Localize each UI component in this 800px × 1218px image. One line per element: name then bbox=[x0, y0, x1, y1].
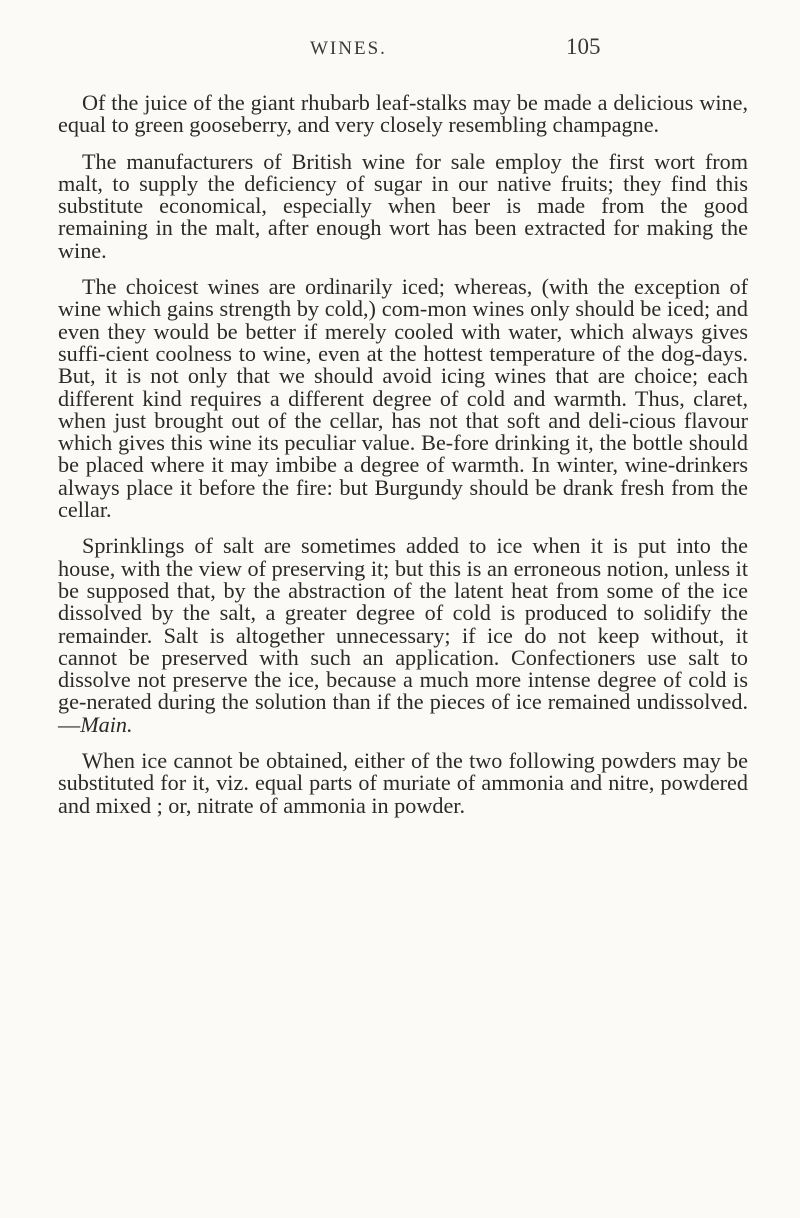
running-head bbox=[58, 0, 748, 70]
attribution: Main. bbox=[80, 711, 133, 737]
page-number: 105 bbox=[566, 34, 601, 59]
paragraph-icing-wines: The choicest wines are ordinarily iced; whereas, (with the exception of wine which gains strength by cold,) com-mon wines only should be iced; and even they would be better if merely cooled with water, which always gives suffi-cient coolness to wine, even at the hottest temperature of the dog-days. But, it is not only that we should avoid icing wines that are choice; each different kind requires a different degree of cold and warmth. Thus, claret, when just brought out of the cellar, has not that soft and deli-cious flavour which gives this wine its peculiar value. Be-fore drinking it, the bottle should be placed where it may imbibe a degree of warmth. In winter, wine-drinkers always place it before the fire: but Burgundy should be drank fresh from the cellar. bbox=[58, 274, 748, 523]
body-text bbox=[58, 92, 748, 831]
paragraph-rhubarb-wine: Of the juice of the giant rhubarb leaf-stalks may be made a delicious wine, equal to green gooseberry, and very closely resembling champagne. bbox=[58, 90, 748, 138]
paragraph-salt-ice bbox=[58, 535, 748, 736]
paragraph-british-wine: The manufacturers of British wine for sale employ the first wort from malt, to supply the deficiency of sugar in our native fruits; they find this substitute economical, especially when beer is made from the good remaining in the malt, after enough wort has been extracted for making the wine. bbox=[58, 148, 748, 263]
paragraph-salt-ice-text: Sprinklings of salt are sometimes added to ice when it is put into the house, with the view of preserving it; but this is an erroneous notion, unless it be supposed that, by the abstraction of the latent heat from some of the ice dissolved by the salt, a greater degree of cold is produced to solidify the remainder. Salt is altogether unnecessary; if ice do not keep without, it cannot be preserved with such an application. Confectioners use salt to dissolve not preserve the ice, because a much more intense degree of cold is ge-nerated during the solution than if the pieces of ice remained undissolved.— bbox=[58, 533, 748, 737]
running-title: WINES. bbox=[310, 38, 387, 59]
paragraph-ice-substitutes: When ice cannot be obtained, either of the two following powders may be substituted for it, viz. equal parts of muriate of ammonia and nitre, powdered and mixed ; or, nitrate of ammonia in powder. bbox=[58, 748, 748, 818]
book-page bbox=[58, 0, 748, 818]
